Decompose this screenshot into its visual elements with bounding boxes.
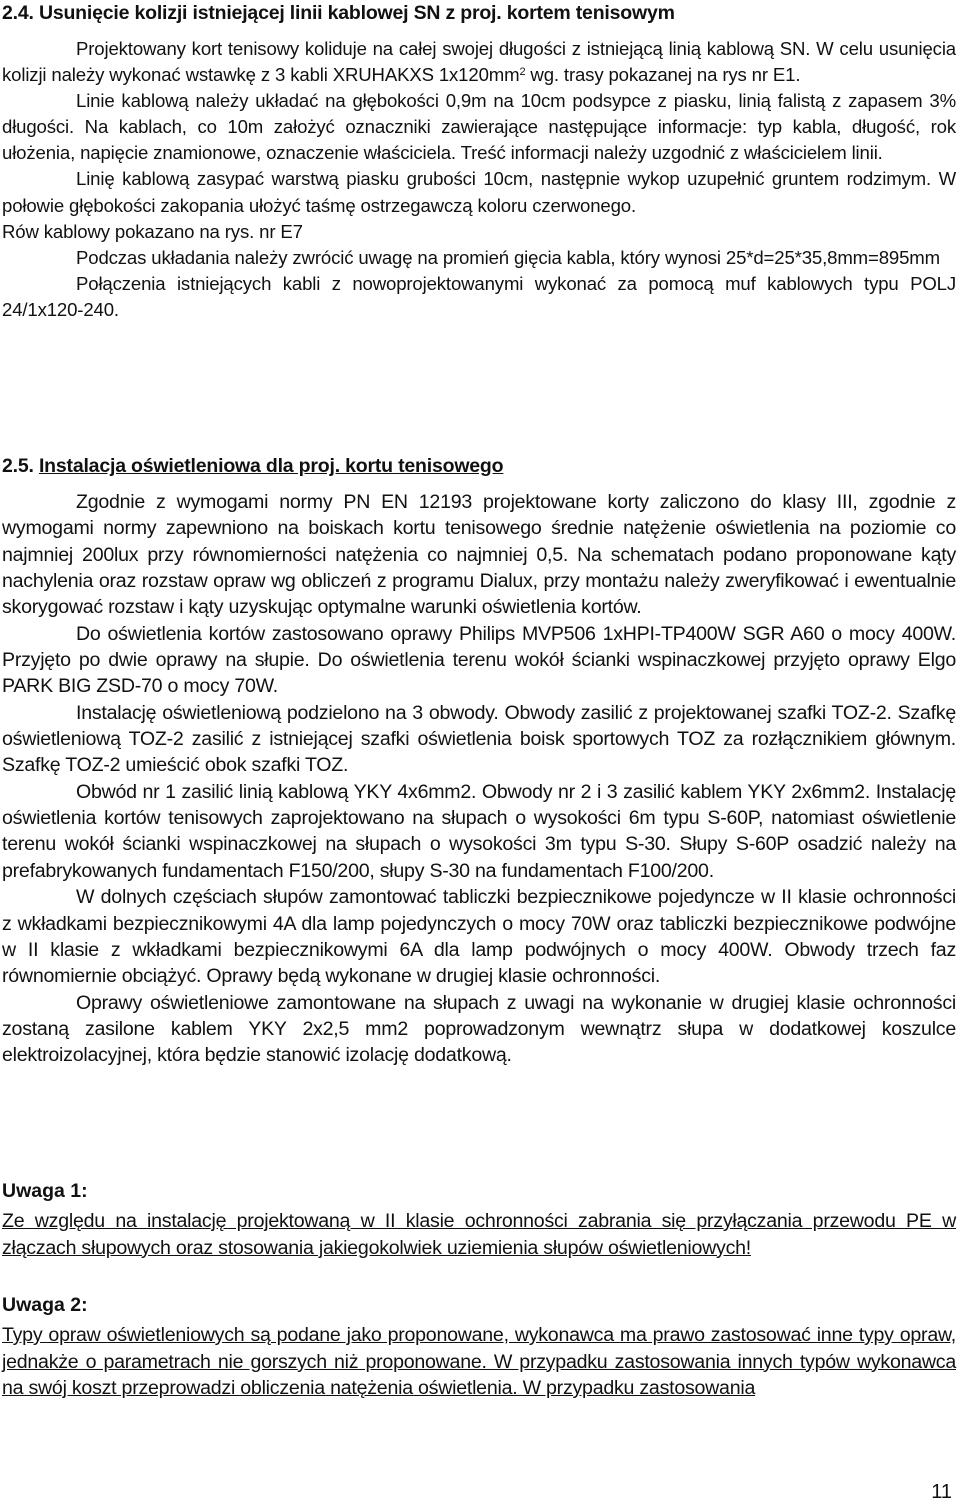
- paragraph: Oprawy oświetleniowe zamontowane na słupach z uwagi na wykonanie w drugiej klasie ochronności zostaną zasilone kablem YKY 2x2,5 mm2 poprowadzonym wewnątrz słupa w dodatkowej koszulce elektroizolacyjnej, która będzie stanowić izolację dodatkową.: [2, 991, 956, 1067]
- paragraph: Obwód nr 1 zasilić linią kablową YKY 4x6mm2. Obwody nr 2 i 3 zasilić kablem YKY 2x6mm2. Instalację oświetlenia kortów tenisowych zaprojektowano na słupach o wysokości 6m typu S-60P, natomiast oświetlenie terenu wokół ścianki wspinaczkowej na słupach o wysokości 3m typu S-30. Słupy S-60P osadzić należy na prefabrykowanych fundamentach F150/200, słupy S-30 na fundamentach F100/200.: [2, 780, 956, 882]
- heading-number: 2.5.: [2, 455, 39, 477]
- paragraph: Rów kablowy pokazano na rys. nr E7: [2, 220, 303, 242]
- paragraph-text: Projektowany kort tenisowy koliduje na całej swojej długości z istniejącą linią kablową SN. W celu usunięcia kolizji należy wykonać wstawkę z 3 kabli XRUHAKXS 1x120mm: [2, 38, 956, 86]
- section-heading-2-5: [2, 453, 503, 479]
- note-1-label: Uwaga 1:: [2, 1180, 88, 1202]
- note-1-text: Ze względu na instalację projektowaną w II klasie ochronności zabrania się przyłączania przewodu PE w złączach słupowych oraz stosowania jakiegokolwiek uziemienia słupów oświetleniowych!: [2, 1210, 956, 1259]
- paragraph: W dolnych częściach słupów zamontować tabliczki bezpiecznikowe pojedyncze w II klasie ochronności z wkładkami bezpiecznikowymi 4A dla lamp pojedynczych o mocy 70W oraz tabliczki bezpiecznikowe podwójne w II klasie z wkładkami bezpiecznikowymi 6A dla lamp podwójnych o mocy 400W. Obwody trzech faz równomiernie obciążyć. Oprawy będą wykonane w drugiej klasie ochronności.: [2, 886, 956, 988]
- section-heading-2-4: 2.4. Usunięcie kolizji istniejącej linii kablowej SN z proj. kortem tenisowym: [2, 2, 675, 24]
- paragraph: Do oświetlenia kortów zastosowano oprawy Philips MVP506 1xHPI-TP400W SGR A60 o mocy 400W. Przyjęto po dwie oprawy na słupie. Do oświetlenia terenu wokół ścianki wspinaczkowej przyjęto oprawy Elgo PARK BIG ZSD-70 o mocy 70W.: [2, 622, 956, 698]
- paragraph: Połączenia istniejących kabli z nowoprojektowanymi wykonać za pomocą muf kablowych typu POLJ 24/1x120-240.: [2, 272, 956, 320]
- paragraph: Instalację oświetleniową podzielono na 3 obwody. Obwody zasilić z projektowanej szafki TOZ-2. Szafkę oświetleniową TOZ-2 zasilić z istniejącej szafki oświetlenia boisk sportowych TOZ za rozłącznikiem głównym. Szafkę TOZ-2 umieścić obok szafki TOZ.: [2, 701, 956, 777]
- section-2-4-body: [2, 36, 956, 323]
- note-2-label: Uwaga 2:: [2, 1294, 88, 1316]
- paragraph: Linie kablową należy układać na głębokości 0,9m na 10cm podsypce z piasku, linią falistą z zapasem 3% długości. Na kablach, co 10m założyć oznaczniki zawierające następujące informacje: typ kabla, długość, rok ułożenia, napięcie znamionowe, oznaczenie właściciela. Treść informacji należy uzgodnić z właścicielem linii.: [2, 90, 956, 164]
- paragraph: Zgodnie z wymogami normy PN EN 12193 projektowane korty zaliczono do klasy III, zgodnie z wymogami normy zapewniono na boiskach kortu tenisowego średnie natężenie oświetlenia na poziomie co najmniej 200lux przy równomierności natężenia co najmniej 0,5. Na schematach podano proponowane kąty nachylenia oraz rozstaw opraw wg obliczeń z programu Dialux, przy montażu należy zweryfikować i ewentualnie skorygować rozstaw i kąty uzyskując optymalne warunki oświetlenia kortów.: [2, 491, 956, 619]
- paragraph: Linię kablową zasypać warstwą piasku grubości 10cm, następnie wykop uzupełnić gruntem rodzimym. W połowie głębokości zakopania ułożyć taśmę ostrzegawczą koloru czerwonego.: [2, 168, 956, 216]
- heading-title: Instalacja oświetleniowa dla proj. kortu tenisowego: [38, 455, 504, 477]
- note-2-text: Typy opraw oświetleniowych są podane jako proponowane, wykonawca ma prawo zastosować inne typy opraw, jednakże o parametrach nie gorszych niż proponowane. W przypadku zastosowania innych typów wykonawca na swój koszt przeprowadzi obliczenia natężenia oświetlenia. W przypadku zastosowania: [2, 1324, 956, 1399]
- paragraph-text: wg. trasy pokazanej na rys nr E1.: [525, 64, 801, 86]
- page-number: 11: [931, 1481, 952, 1503]
- superscript: 2: [519, 66, 526, 79]
- paragraph: Podczas układania należy zwrócić uwagę na promień gięcia kabla, który wynosi 25*d=25*35,8mm=895mm: [76, 246, 940, 268]
- paragraph: [2, 36, 956, 88]
- section-2-5-body: [2, 489, 956, 1069]
